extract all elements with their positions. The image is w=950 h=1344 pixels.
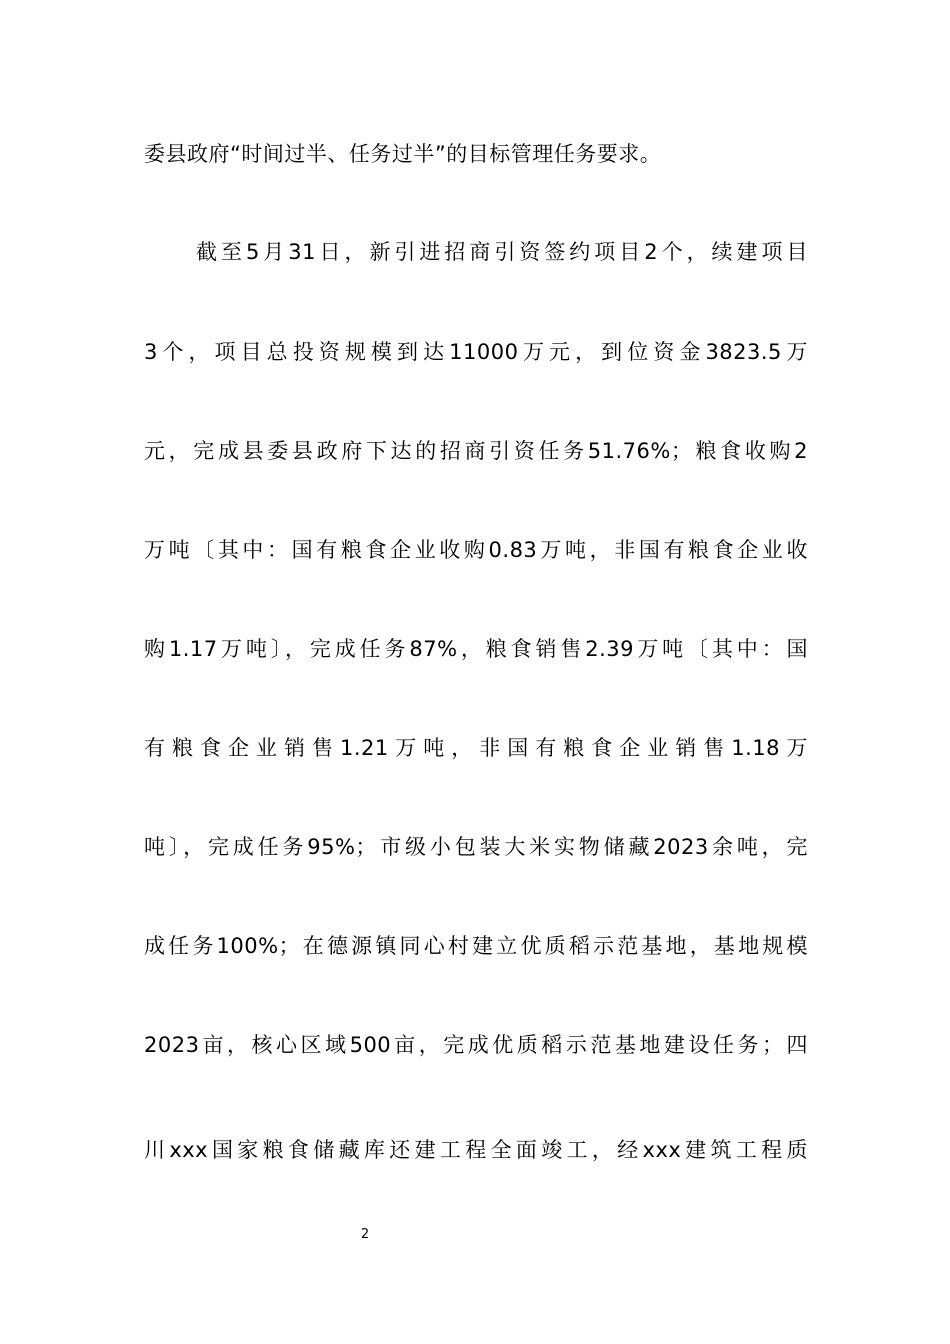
paragraph-line-6: 购1.17万吨〕，完成任务87%，粮食销售2.39万吨〔其中：国 bbox=[144, 637, 808, 661]
paragraph-line-5: 万吨〔其中：国有粮食企业收购0.83万吨，非国有粮食企业收 bbox=[144, 538, 808, 562]
paragraph-line-1: 委县政府“时间过半、任务过半”的目标管理任务要求。 bbox=[144, 142, 662, 166]
page-number: 2 bbox=[360, 1227, 370, 1242]
paragraph-line-8: 吨〕，完成任务95%；市级小包装大米实物储藏2023余吨，完 bbox=[144, 835, 808, 859]
paragraph-line-9: 成任务100%；在德源镇同心村建立优质稻示范基地，基地规模 bbox=[144, 934, 808, 958]
paragraph-line-4: 元，完成县委县政府下达的招商引资任务51.76%；粮食收购2 bbox=[144, 439, 808, 463]
paragraph-line-2: 截至5月31日，新引进招商引资签约项目2个，续建项目 bbox=[196, 240, 808, 264]
paragraph-line-10: 2023亩，核心区域500亩，完成优质稻示范基地建设任务；四 bbox=[144, 1033, 808, 1057]
paragraph-line-3: 3个，项目总投资规模到达11000万元，到位资金3823.5万 bbox=[144, 340, 808, 364]
paragraph-line-7: 有粮食企业销售1.21万吨，非国有粮食企业销售1.18万 bbox=[144, 736, 808, 760]
paragraph-line-11: 川xxx国家粮食储藏库还建工程全面竣工，经xxx建筑工程质 bbox=[144, 1138, 808, 1162]
